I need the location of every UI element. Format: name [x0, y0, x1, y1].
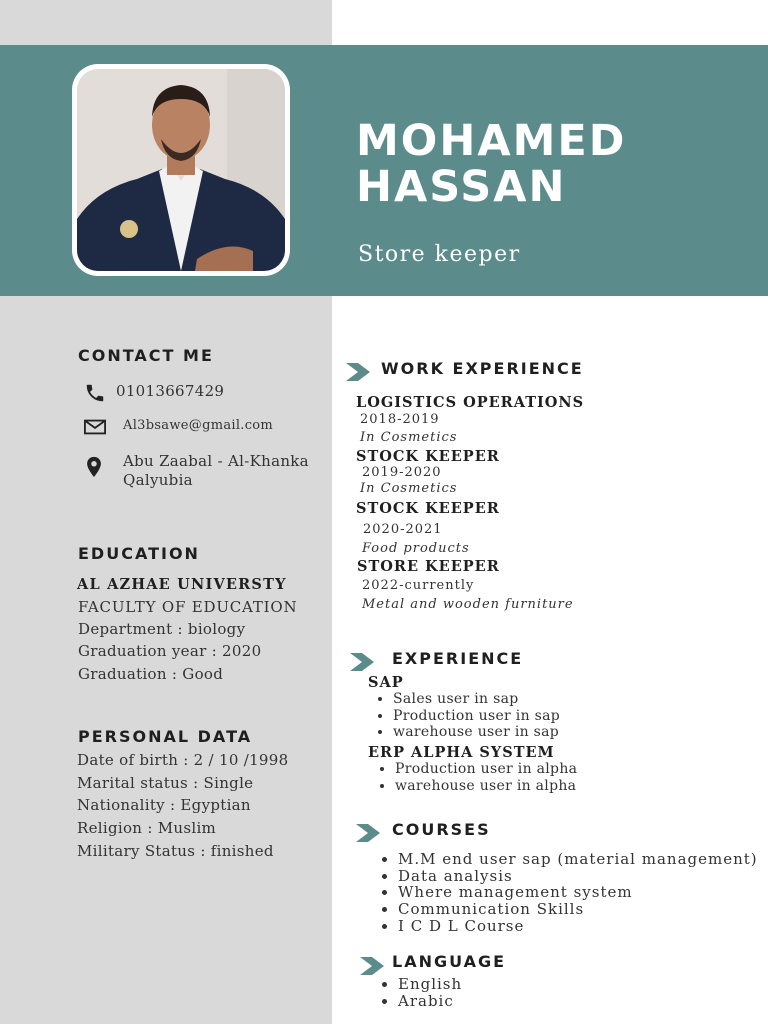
work-job-years: 2022-currently: [362, 578, 475, 593]
personal-item: Nationality : Egyptian: [77, 796, 251, 814]
profile-photo-frame: [72, 64, 290, 276]
personal-item: Military Status : finished: [77, 842, 274, 860]
list-item: • warehouse user in alpha: [395, 778, 577, 795]
work-job-years: 2020-2021: [363, 522, 443, 537]
location-pin-icon: [83, 456, 105, 478]
education-university: AL AZHAE UNIVERSTY: [77, 576, 287, 593]
address: [123, 452, 309, 490]
phone-icon: [84, 382, 106, 404]
list-item: • Communication Skills: [398, 901, 758, 918]
work-job-desc: In Cosmetics: [360, 481, 458, 496]
list-item: • Data analysis: [398, 868, 758, 885]
chevron-right-icon: [350, 651, 376, 673]
list-item: • Arabic: [398, 993, 462, 1010]
email-address[interactable]: Al3bsawe@gmail.com: [123, 418, 274, 433]
contact-heading: CONTACT ME: [78, 346, 214, 365]
experience-group-title: SAP: [368, 674, 404, 691]
list-item: • M.M end user sap (material management): [398, 851, 758, 868]
personal-item: Date of birth : 2 / 10 /1998: [77, 751, 289, 769]
first-name: MOHAMED: [356, 116, 627, 166]
work-job-title: STORE KEEPER: [357, 558, 500, 575]
experience-heading: EXPERIENCE: [392, 649, 524, 668]
list-item: • Production user in sap: [393, 708, 560, 725]
job-title: Store keeper: [358, 242, 521, 267]
education-department: Department : biology: [78, 620, 246, 638]
address-line-2: Qalyubia: [123, 471, 193, 489]
work-job-title: STOCK KEEPER: [356, 500, 500, 517]
candidate-name: [356, 118, 626, 210]
work-job-desc: Food products: [362, 541, 470, 556]
education-faculty: FACULTY OF EDUCATION: [78, 598, 298, 616]
work-job-desc: In Cosmetics: [360, 430, 458, 445]
address-line-1: Abu Zaabal - Al-Khanka: [123, 452, 309, 470]
list-item: • Production user in alpha: [395, 761, 577, 778]
education-graduation-grade: Graduation : Good: [78, 665, 224, 683]
last-name: HASSAN: [356, 162, 567, 212]
education-heading: EDUCATION: [78, 544, 200, 563]
education-graduation-year: Graduation year : 2020: [78, 642, 262, 660]
list-item: • warehouse user in sap: [393, 724, 560, 741]
chevron-right-icon: [346, 361, 372, 383]
envelope-icon: [84, 416, 106, 438]
work-job-title: LOGISTICS OPERATIONS: [356, 394, 585, 411]
work-job-years: 2019-2020: [362, 465, 442, 480]
list-item: • Where management system: [398, 884, 758, 901]
work-job-title: STOCK KEEPER: [356, 448, 500, 465]
work-job-desc: Metal and wooden furniture: [362, 597, 574, 612]
courses-list: [374, 851, 758, 935]
experience-list-alpha: [369, 761, 577, 794]
language-list: [374, 976, 462, 1009]
personal-item: Religion : Muslim: [77, 819, 217, 837]
list-item: • English: [398, 976, 462, 993]
work-experience-heading: WORK EXPERIENCE: [381, 359, 584, 378]
list-item: • Sales user in sap: [393, 691, 560, 708]
experience-list-sap: [367, 691, 560, 741]
list-item: • I C D L Course: [398, 918, 758, 935]
chevron-right-icon: [360, 955, 386, 977]
language-heading: LANGUAGE: [392, 952, 507, 971]
profile-photo: [77, 69, 285, 271]
courses-heading: COURSES: [392, 820, 491, 839]
work-job-years: 2018-2019: [360, 412, 440, 427]
phone-number[interactable]: 01013667429: [116, 382, 225, 400]
chevron-right-icon: [356, 822, 382, 844]
personal-item: Marital status : Single: [77, 774, 254, 792]
personal-heading: PERSONAL DATA: [78, 727, 253, 746]
experience-group-title: ERP ALPHA SYSTEM: [368, 744, 555, 761]
